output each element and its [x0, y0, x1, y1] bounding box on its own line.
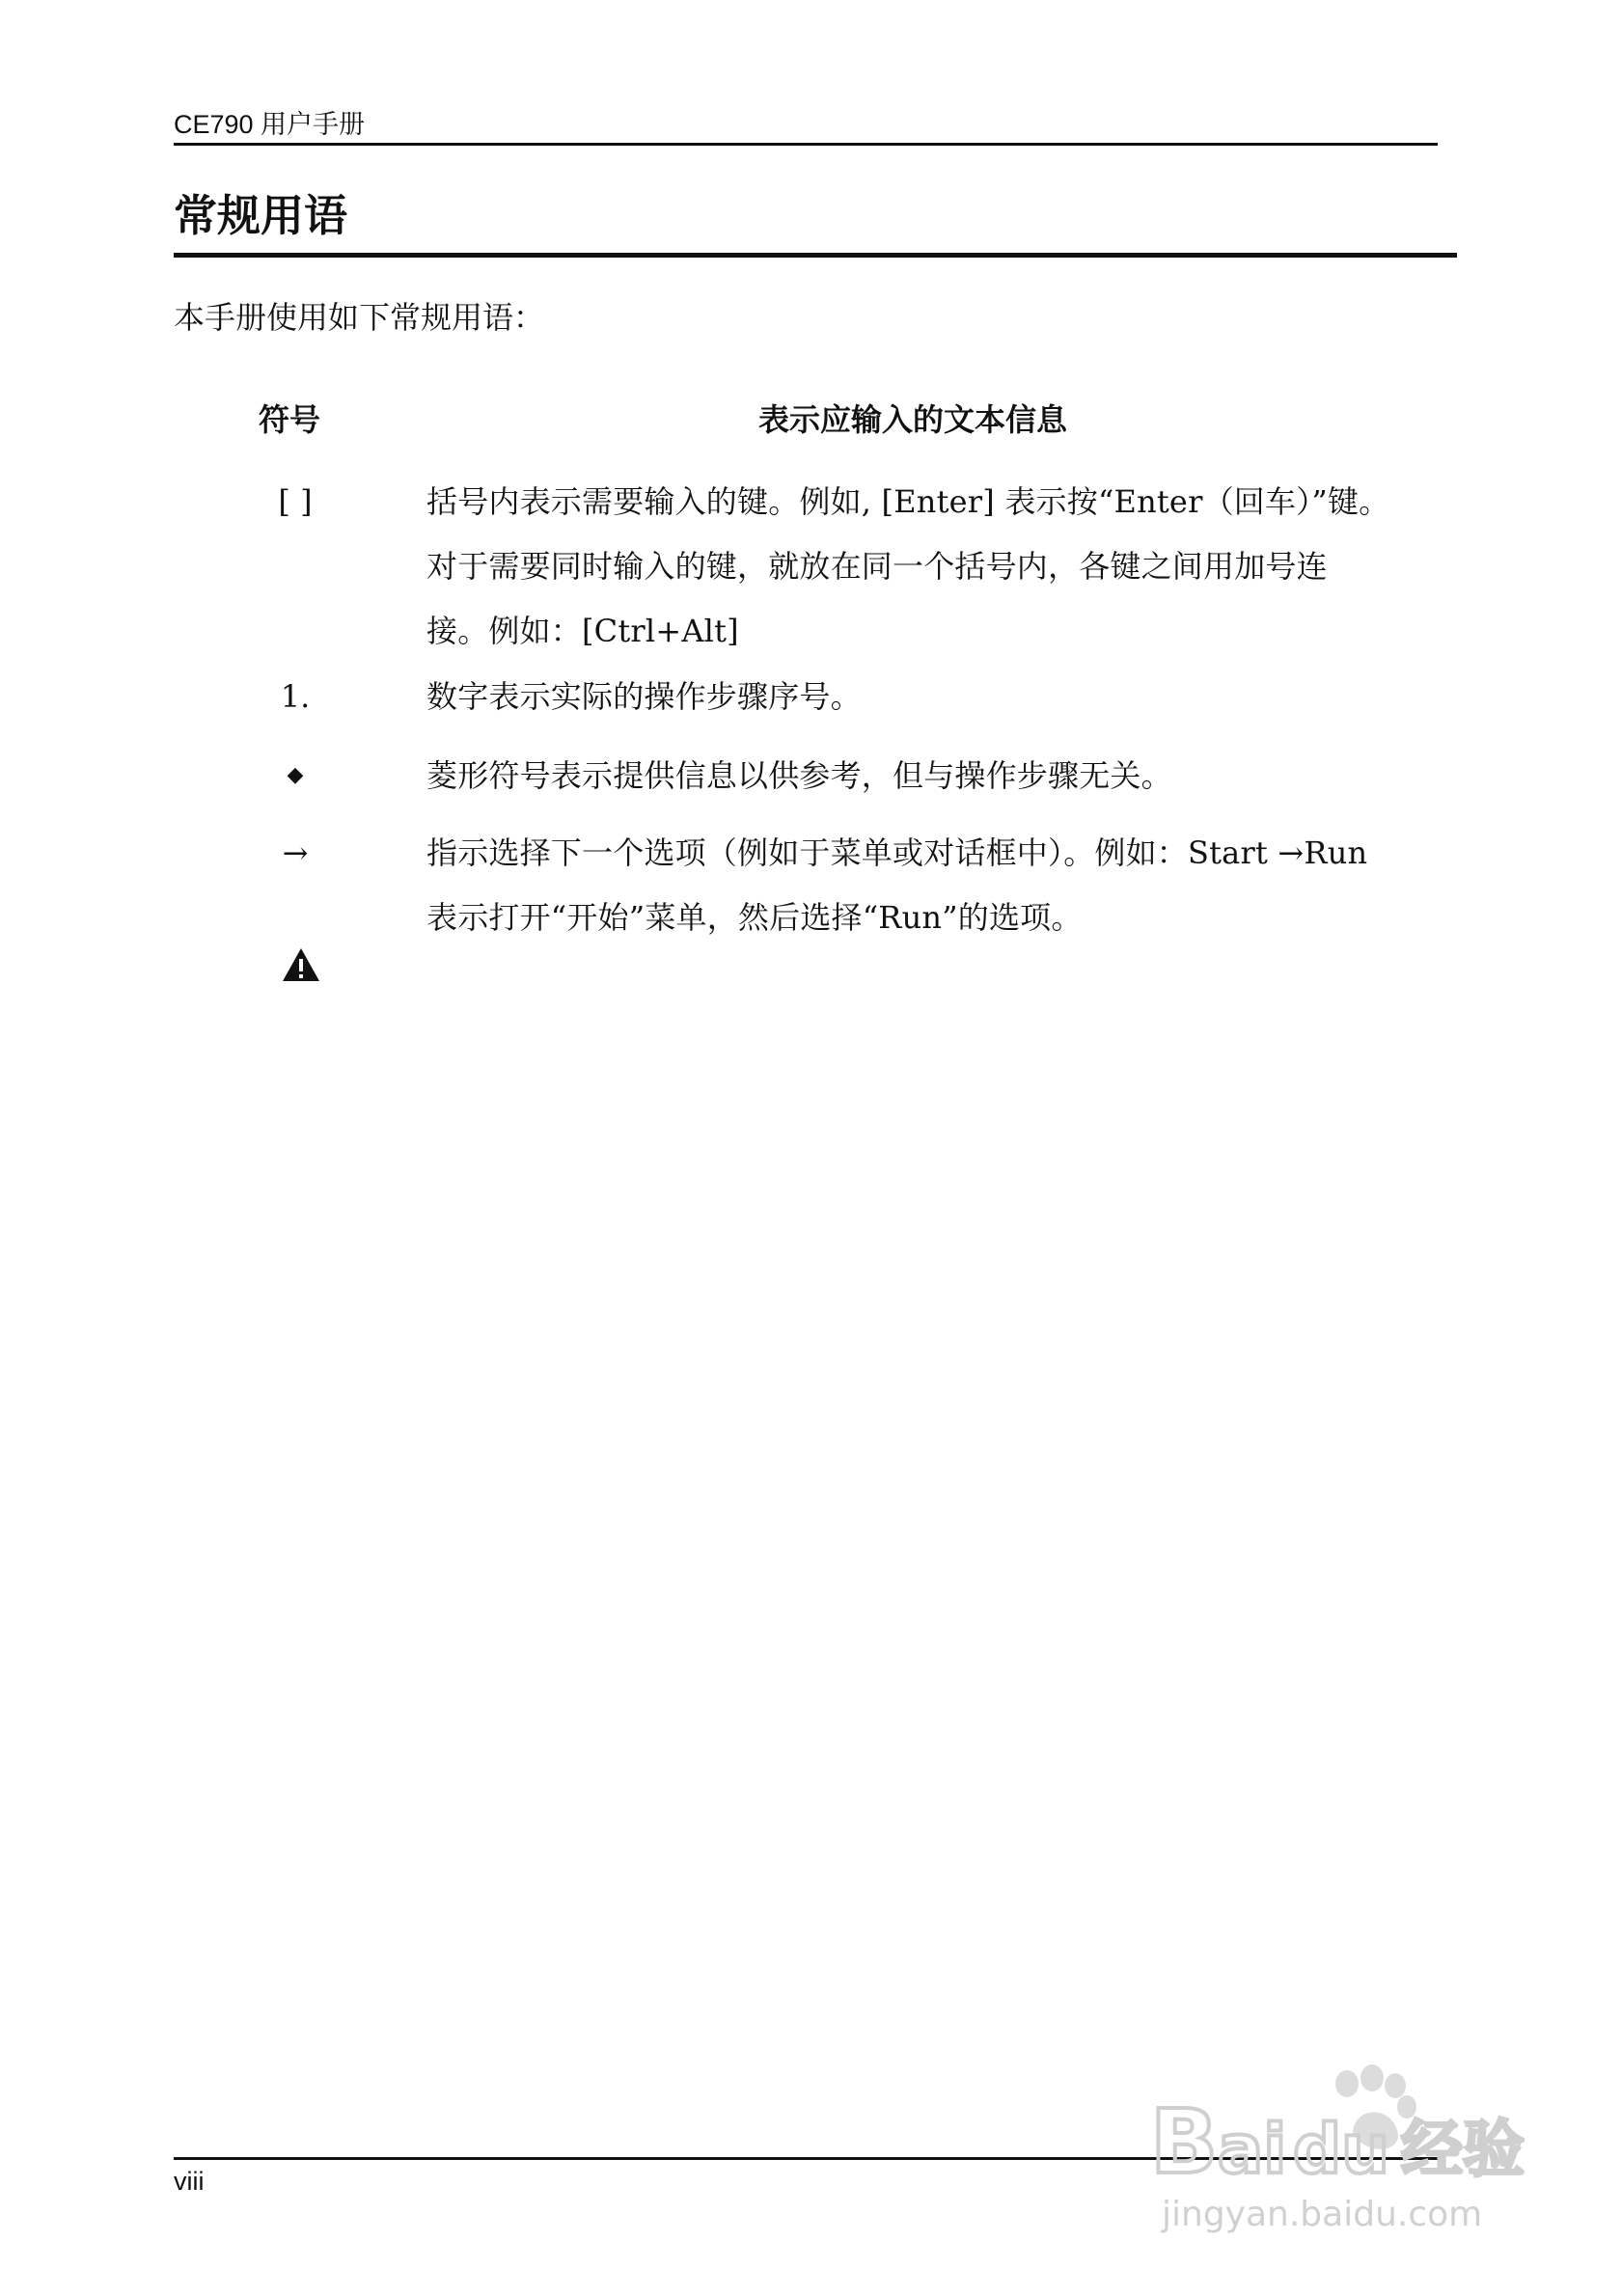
description-arrow — [426, 821, 1469, 950]
description-line: 数字表示实际的操作步骤序号。 — [426, 678, 862, 715]
description-brackets — [426, 470, 1469, 664]
page-header — [174, 104, 1438, 146]
warning-triangle-icon — [282, 947, 320, 982]
symbol-column-header: 符号 — [259, 401, 321, 438]
symbol-step-number: 1. — [280, 678, 311, 715]
section-title-block — [174, 185, 1457, 258]
description-step-number — [426, 665, 1469, 729]
symbol-brackets: [ ] — [278, 483, 313, 520]
description-line: 菱形符号表示提供信息以供参考，但与操作步骤无关。 — [426, 757, 1172, 794]
page-title: 常规用语 — [174, 190, 348, 241]
page-number: viii — [174, 2167, 205, 2196]
baidu-watermark — [1146, 2051, 1552, 2244]
baidu-jingyan-logo — [1148, 2057, 1544, 2192]
description-line: 接。例如：[Ctrl+Alt] — [426, 613, 739, 649]
intro-text: 本手册使用如下常规用语： — [174, 299, 545, 336]
watermark-url: jingyan.baidu.com — [1162, 2195, 1483, 2234]
symbol-diamond: ◆ — [287, 763, 304, 787]
description-column-header: 表示应输入的文本信息 — [758, 401, 1068, 438]
description-line: 表示打开“开始”菜单，然后选择“Run”的选项。 — [426, 899, 1083, 936]
symbol-arrow: → — [282, 834, 309, 871]
description-diamond — [426, 744, 1469, 808]
description-line: 对于需要同时输入的键，就放在同一个括号内，各键之间用加号连 — [426, 548, 1328, 585]
description-line: 指示选择下一个选项（例如于菜单或对话框中）。例如：Start →Run — [426, 834, 1368, 871]
description-line: 括号内表示需要输入的键。例如, [Enter] 表示按“Enter（回车）”键。 — [426, 483, 1390, 520]
svg-text:B: B — [1150, 2091, 1219, 2192]
header-title: CE790 用户手册 — [174, 110, 366, 139]
svg-text:经验: 经验 — [1401, 2115, 1525, 2186]
svg-text:du: du — [1293, 2110, 1389, 2189]
svg-text:ai: ai — [1218, 2110, 1287, 2189]
